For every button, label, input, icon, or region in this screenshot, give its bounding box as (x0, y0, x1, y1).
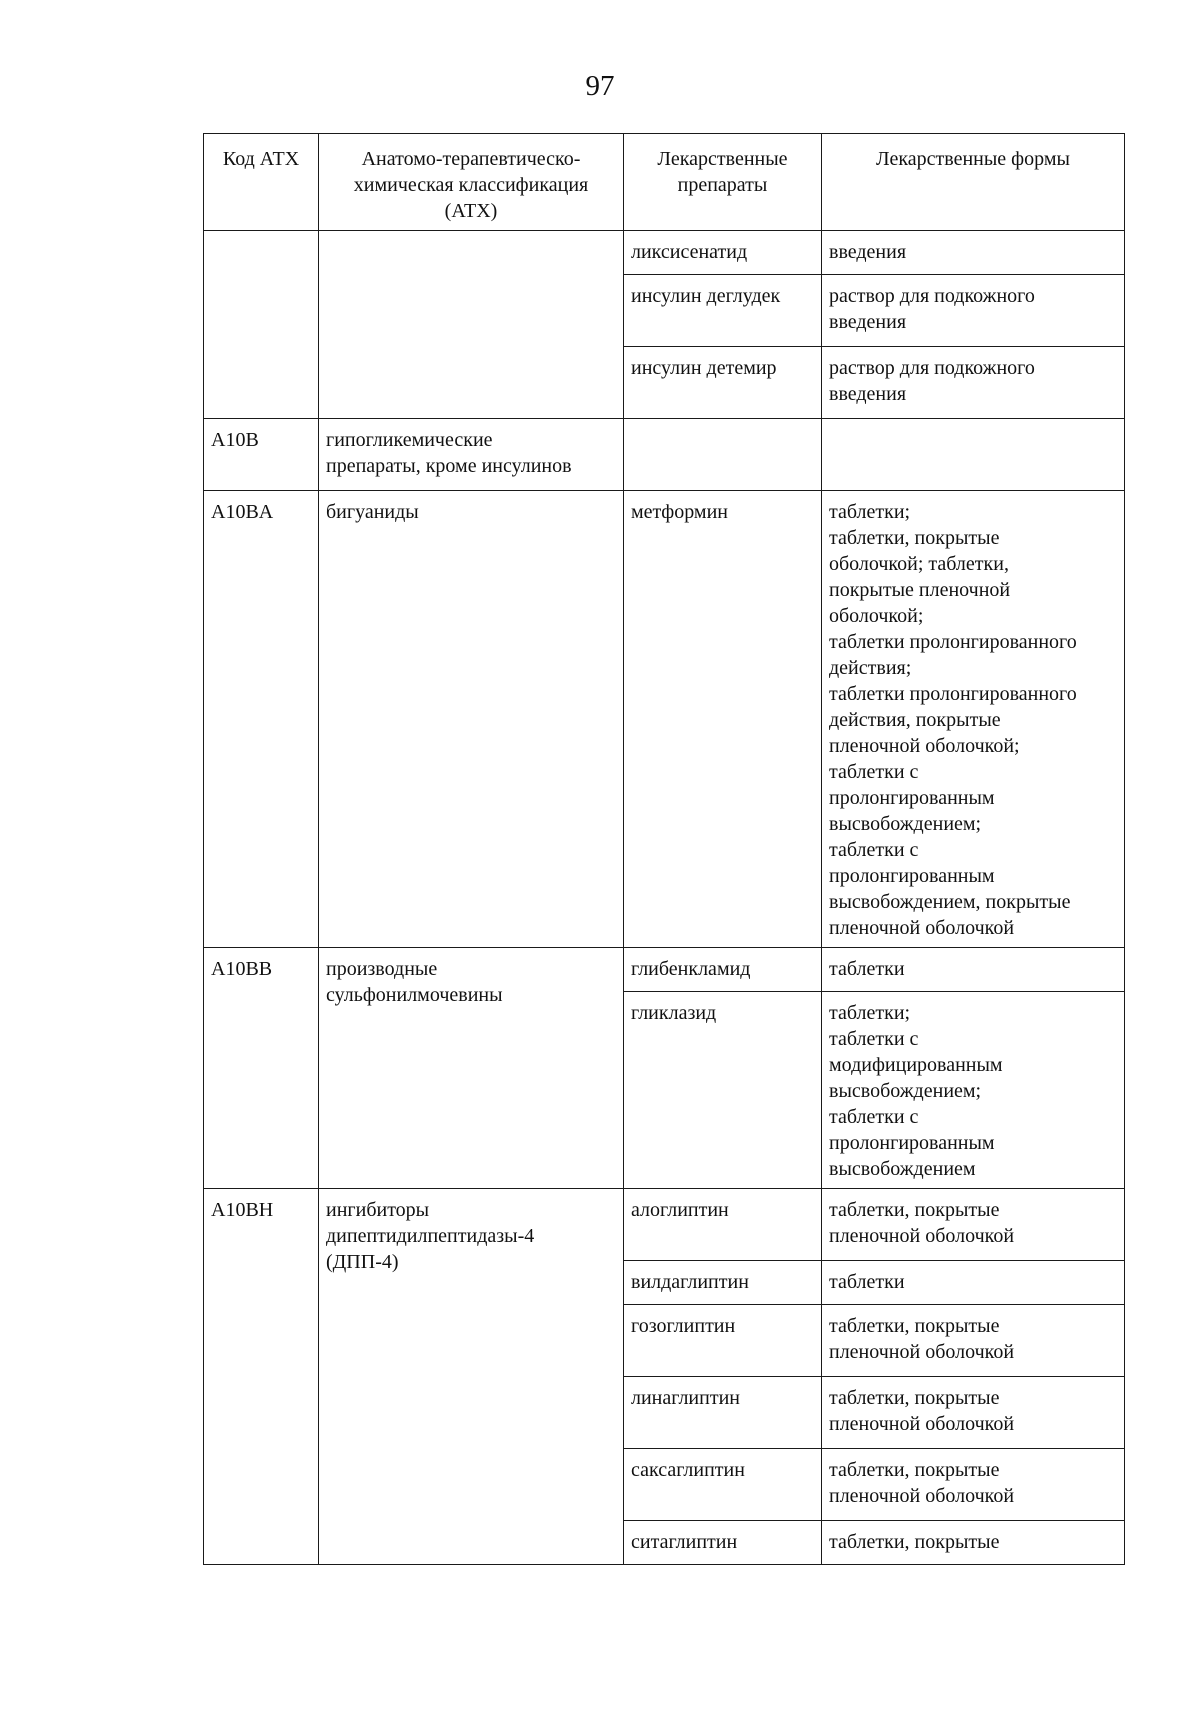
header-classification: Анатомо-терапевтическо- химическая классификация (АТХ) (319, 134, 624, 231)
atx-drug-table (203, 133, 1125, 1565)
drug-cell (624, 419, 822, 491)
table-row (204, 948, 1125, 992)
table-row (204, 419, 1125, 491)
form-cell: таблетки (822, 1261, 1125, 1305)
drug-cell: гозоглиптин (624, 1305, 822, 1377)
form-cell: раствор для подкожного введения (822, 275, 1125, 347)
table-row (204, 1189, 1125, 1261)
form-cell (822, 419, 1125, 491)
form-cell: таблетки, покрытые пленочной оболочкой (822, 1449, 1125, 1521)
drug-cell: вилдаглиптин (624, 1261, 822, 1305)
form-cell: таблетки, покрытые (822, 1521, 1125, 1565)
form-cell: таблетки, покрытые пленочной оболочкой (822, 1377, 1125, 1449)
drug-cell: алоглиптин (624, 1189, 822, 1261)
table-header-row (204, 134, 1125, 231)
atx-code-cell: A10B (204, 419, 319, 491)
atx-classification-cell (319, 231, 624, 419)
drug-cell: инсулин деглудек (624, 275, 822, 347)
atx-code-cell: A10BA (204, 491, 319, 948)
form-cell: таблетки; таблетки с модифицированным высвобождением; таблетки с пролонгированным высвобождением (822, 992, 1125, 1189)
atx-code-cell: A10BH (204, 1189, 319, 1565)
atx-code-cell: A10BB (204, 948, 319, 1189)
atx-classification-cell: гипогликемические препараты, кроме инсулинов (319, 419, 624, 491)
form-cell: таблетки, покрытые пленочной оболочкой (822, 1305, 1125, 1377)
atx-classification-cell: бигуаниды (319, 491, 624, 948)
form-cell: таблетки (822, 948, 1125, 992)
drug-cell: глибенкламид (624, 948, 822, 992)
header-code: Код АТХ (204, 134, 319, 231)
table-row (204, 491, 1125, 948)
atx-code-cell (204, 231, 319, 419)
form-cell: таблетки; таблетки, покрытые оболочкой; таблетки, покрытые пленочной оболочкой; таблетки пролонгированного действия; таблетки пролонгированного действия, покрытые пленочной оболочкой; таблетки с пролонгированным высвобождением; таблетки с пролонгированным высвобождением, покрытые пленочной оболочкой (822, 491, 1125, 948)
form-cell: таблетки, покрытые пленочной оболочкой (822, 1189, 1125, 1261)
atx-classification-cell: ингибиторы дипептидилпептидазы-4 (ДПП-4) (319, 1189, 624, 1565)
page-number: 97 (585, 70, 615, 102)
drug-cell: линаглиптин (624, 1377, 822, 1449)
drug-cell: метформин (624, 491, 822, 948)
drug-cell: саксаглиптин (624, 1449, 822, 1521)
form-cell: раствор для подкожного введения (822, 347, 1125, 419)
header-forms: Лекарственные формы (822, 134, 1125, 231)
header-drugs: Лекарственные препараты (624, 134, 822, 231)
form-cell: введения (822, 231, 1125, 275)
drug-cell: ликсисенатид (624, 231, 822, 275)
drug-cell: ситаглиптин (624, 1521, 822, 1565)
drug-cell: гликлазид (624, 992, 822, 1189)
atx-classification-cell: производные сульфонилмочевины (319, 948, 624, 1189)
drug-cell: инсулин детемир (624, 347, 822, 419)
table-row (204, 231, 1125, 275)
